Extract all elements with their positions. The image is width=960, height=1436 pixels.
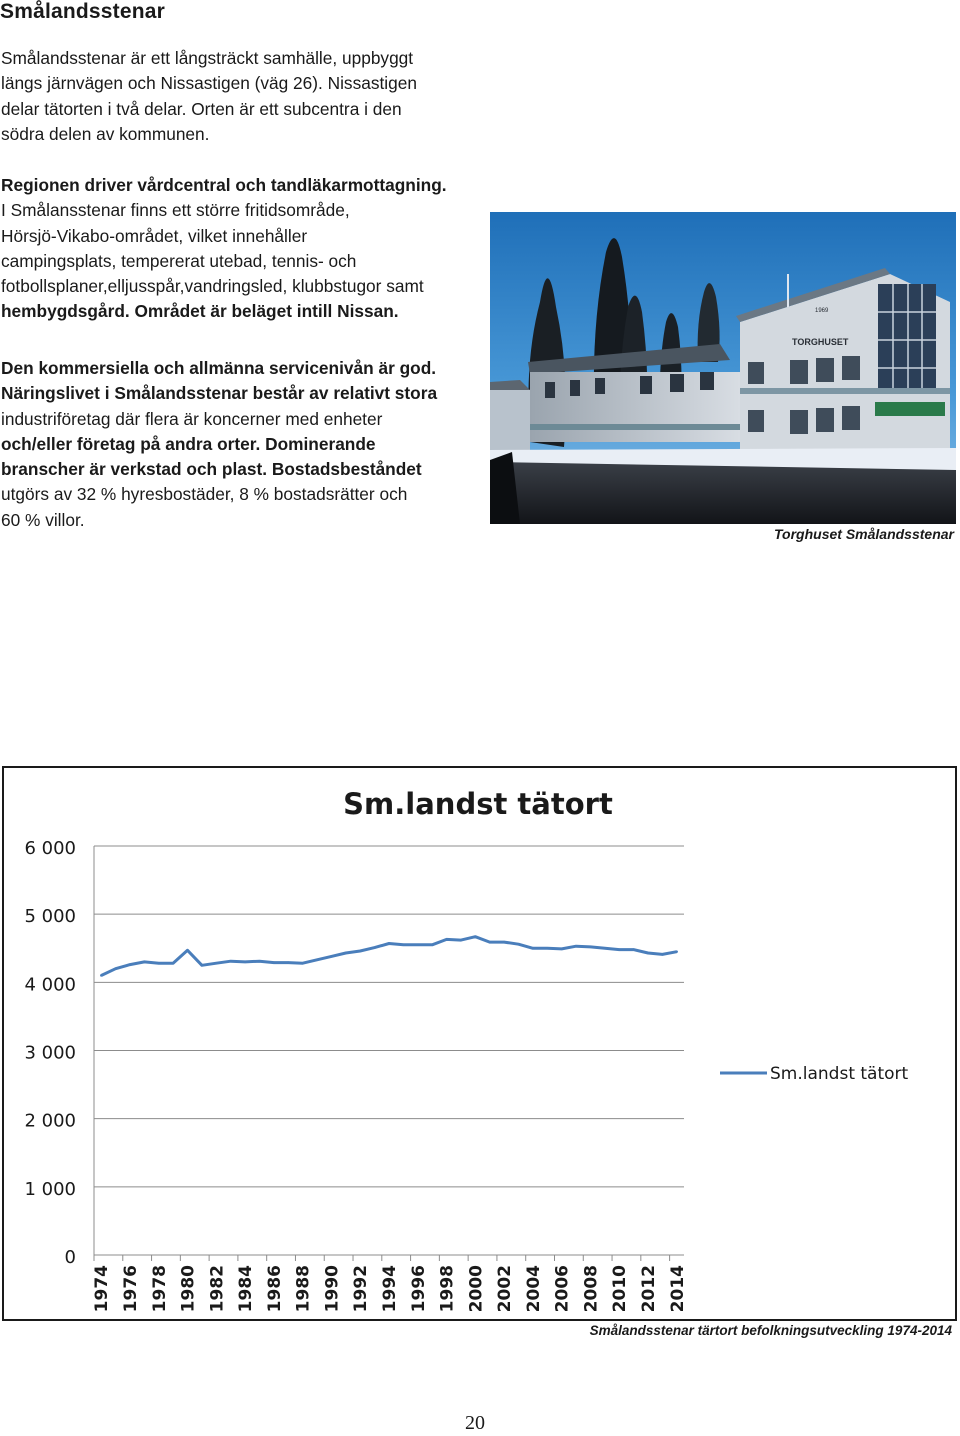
text-line: hembygdsgård. Området är beläget intill Nissan. — [1, 301, 399, 322]
data-point — [258, 960, 260, 962]
data-point — [489, 941, 491, 943]
text-line: 60 % villor. — [1, 509, 85, 530]
legend-label: Sm.landst tätort — [770, 1064, 909, 1084]
data-point — [359, 950, 361, 952]
x-tick-label: 1998 — [437, 1265, 458, 1313]
x-tick-label: 1976 — [120, 1265, 141, 1313]
text-line: I Smålansstenar finns ett större fritidsområde, — [1, 200, 350, 221]
data-point — [330, 955, 332, 957]
x-tick-label: 2002 — [495, 1265, 516, 1313]
torghuset-photo — [490, 212, 956, 524]
page-number: 20 — [465, 1412, 485, 1434]
text-line: och/eller företag på andra orter. Dominerande — [1, 433, 376, 454]
data-point — [186, 949, 188, 951]
data-point — [632, 948, 634, 950]
data-point — [604, 947, 606, 949]
x-tick-label: 1988 — [293, 1265, 314, 1313]
text-line: branscher är verkstad och plast. Bostadsbeståndet — [1, 459, 422, 480]
data-point — [503, 941, 505, 943]
data-point — [532, 947, 534, 949]
y-tick-label: 2 000 — [24, 1110, 76, 1132]
x-tick-label: 1986 — [264, 1265, 285, 1313]
x-tick-label: 1982 — [207, 1265, 228, 1313]
data-point — [215, 962, 217, 964]
data-point — [517, 943, 519, 945]
data-point — [172, 962, 174, 964]
building-year: 1969 — [815, 308, 829, 314]
x-tick-label: 2008 — [581, 1265, 602, 1313]
text-line: södra delen av kommunen. — [1, 123, 210, 144]
y-tick-label: 5 000 — [24, 906, 76, 928]
data-point — [589, 946, 591, 948]
x-tick-label: 2006 — [552, 1265, 573, 1313]
text-line: Smålandsstenar är ett långsträckt samhälle, uppbyggt — [1, 48, 414, 68]
data-point — [561, 948, 563, 950]
chart-frame — [2, 766, 957, 1321]
x-tick-label: 1974 — [92, 1265, 113, 1313]
data-point — [647, 952, 649, 954]
data-point — [431, 944, 433, 946]
data-point — [201, 964, 203, 966]
x-tick-label: 2004 — [523, 1265, 544, 1313]
data-point — [460, 939, 462, 941]
x-tick-label: 2012 — [639, 1265, 660, 1313]
data-point — [546, 947, 548, 949]
data-point — [244, 961, 246, 963]
business-paragraph — [1, 356, 476, 533]
data-point — [114, 968, 116, 970]
data-point — [302, 962, 304, 964]
data-point — [158, 962, 160, 964]
x-tick-label: 2010 — [610, 1265, 631, 1313]
text-line: utgörs av 32 % hyresbostäder, 8 % bostadsrätter och — [1, 484, 408, 505]
text-line: Den kommersiella och allmänna servicenivån är god. — [1, 358, 437, 378]
x-tick-label: 1984 — [236, 1265, 257, 1313]
data-point — [143, 961, 145, 963]
y-tick-label: 0 — [64, 1247, 76, 1268]
data-point — [273, 961, 275, 963]
data-point — [316, 959, 318, 961]
services-paragraph — [1, 173, 476, 325]
text-line: Hörsjö-Vikabo-området, vilket innehåller — [1, 225, 308, 246]
y-tick-label: 3 000 — [24, 1042, 76, 1064]
x-tick-label: 1978 — [149, 1265, 170, 1313]
data-point — [345, 952, 347, 954]
x-tick-label: 2014 — [667, 1265, 688, 1313]
data-point — [100, 974, 102, 976]
text-line: längs järnvägen och Nissastigen (väg 26). Nissastigen — [1, 73, 417, 94]
data-point — [287, 961, 289, 963]
text-line: fotbollsplaner,elljusspår,vandringsled, klubbstugor samt — [1, 276, 424, 297]
data-point — [618, 948, 620, 950]
x-tick-label: 1996 — [408, 1265, 429, 1313]
data-point — [402, 944, 404, 946]
chart-caption: Smålandsstenar tärtort befolkningsutveckling 1974-2014 — [589, 1323, 952, 1338]
data-point — [230, 960, 232, 962]
text-line: industriföretag där flera är koncerner med enheter — [1, 408, 383, 429]
text-line: delar tätorten i två delar. Orten är ett subcentra i den — [1, 98, 402, 119]
data-point — [373, 946, 375, 948]
building-sign: TORGHUSET — [792, 337, 849, 347]
text-line: campingsplats, tempererat utebad, tennis- och — [1, 250, 357, 271]
page-heading: Smålandsstenar — [0, 0, 166, 23]
population-chart — [4, 768, 955, 1319]
text-line: Regionen driver vårdcentral och tandläkarmottagning. — [1, 175, 447, 195]
photo-caption: Torghuset Smålandsstenar — [774, 526, 954, 542]
x-tick-label: 1992 — [351, 1265, 372, 1313]
data-point — [445, 938, 447, 940]
x-tick-label: 1994 — [380, 1265, 400, 1313]
data-point — [129, 963, 131, 965]
data-point — [575, 945, 577, 947]
text-line: Näringslivet i Smålandsstenar består av relativt stora — [1, 383, 438, 404]
y-tick-label: 6 000 — [24, 838, 76, 859]
x-tick-label: 1980 — [178, 1265, 199, 1313]
x-tick-label: 1990 — [322, 1265, 343, 1313]
data-point — [676, 951, 678, 953]
intro-paragraph — [1, 46, 476, 147]
data-point — [417, 944, 419, 946]
data-point — [474, 936, 476, 938]
y-tick-label: 1 000 — [24, 1178, 76, 1200]
data-point — [388, 942, 390, 944]
x-tick-label: 2000 — [466, 1265, 487, 1313]
y-tick-label: 4 000 — [24, 974, 76, 996]
chart-title: Sm.landst tätort — [343, 787, 613, 821]
data-point — [661, 953, 663, 955]
